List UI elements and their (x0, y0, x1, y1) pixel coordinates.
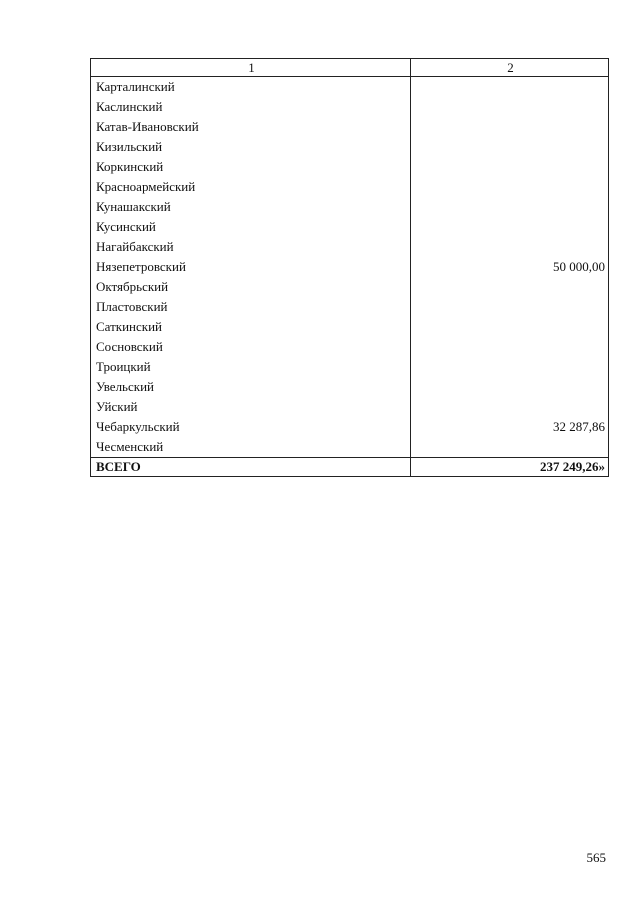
district-name: Кизильский (91, 137, 411, 157)
district-name: Троицкий (91, 357, 411, 377)
table-row (91, 217, 609, 237)
total-amount: 237 249,26» (411, 458, 609, 477)
page-number: 565 (586, 850, 606, 865)
table-row (91, 77, 609, 98)
amount-cell (411, 317, 609, 337)
district-name: Кунашакский (91, 197, 411, 217)
table-row (91, 317, 609, 337)
district-name: Нязепетровский (91, 257, 411, 277)
table-row (91, 357, 609, 377)
district-name: Сосновский (91, 337, 411, 357)
column-header-2: 2 (411, 59, 609, 77)
total-label: ВСЕГО (91, 458, 411, 477)
district-name: Чебаркульский (91, 417, 411, 437)
amount-cell: 32 287,86 (411, 417, 609, 437)
amount-cell (411, 277, 609, 297)
district-name: Катав-Ивановский (91, 117, 411, 137)
district-name: Красноармейский (91, 177, 411, 197)
district-name: Каслинский (91, 97, 411, 117)
table-row (91, 257, 609, 277)
table-row (91, 377, 609, 397)
amount-cell (411, 137, 609, 157)
district-name: Чесменский (91, 437, 411, 458)
table-row (91, 417, 609, 437)
table-row (91, 437, 609, 458)
table-row (91, 197, 609, 217)
amount-cell (411, 157, 609, 177)
table-row (91, 297, 609, 317)
amount-cell (411, 237, 609, 257)
amount-cell (411, 397, 609, 417)
table-row (91, 117, 609, 137)
amount-cell (411, 197, 609, 217)
amount-cell (411, 177, 609, 197)
district-name: Увельский (91, 377, 411, 397)
district-name: Пластовский (91, 297, 411, 317)
column-header-1: 1 (91, 59, 411, 77)
district-name: Нагайбакский (91, 237, 411, 257)
district-name: Коркинский (91, 157, 411, 177)
amount-cell: 50 000,00 (411, 257, 609, 277)
table-row (91, 157, 609, 177)
amount-cell (411, 117, 609, 137)
amount-cell (411, 337, 609, 357)
table-row (91, 177, 609, 197)
district-name: Октябрьский (91, 277, 411, 297)
amount-cell (411, 297, 609, 317)
table-row (91, 137, 609, 157)
table-row (91, 397, 609, 417)
table-header-row (91, 59, 609, 77)
district-name: Кусинский (91, 217, 411, 237)
district-name: Уйский (91, 397, 411, 417)
total-row (91, 458, 609, 477)
district-name: Саткинский (91, 317, 411, 337)
amount-cell (411, 77, 609, 98)
amount-cell (411, 377, 609, 397)
amount-cell (411, 97, 609, 117)
allocation-table (90, 58, 609, 477)
table-row (91, 277, 609, 297)
district-name: Карталинский (91, 77, 411, 98)
table-row (91, 97, 609, 117)
amount-cell (411, 217, 609, 237)
amount-cell (411, 357, 609, 377)
table-row (91, 237, 609, 257)
amount-cell (411, 437, 609, 458)
table-row (91, 337, 609, 357)
